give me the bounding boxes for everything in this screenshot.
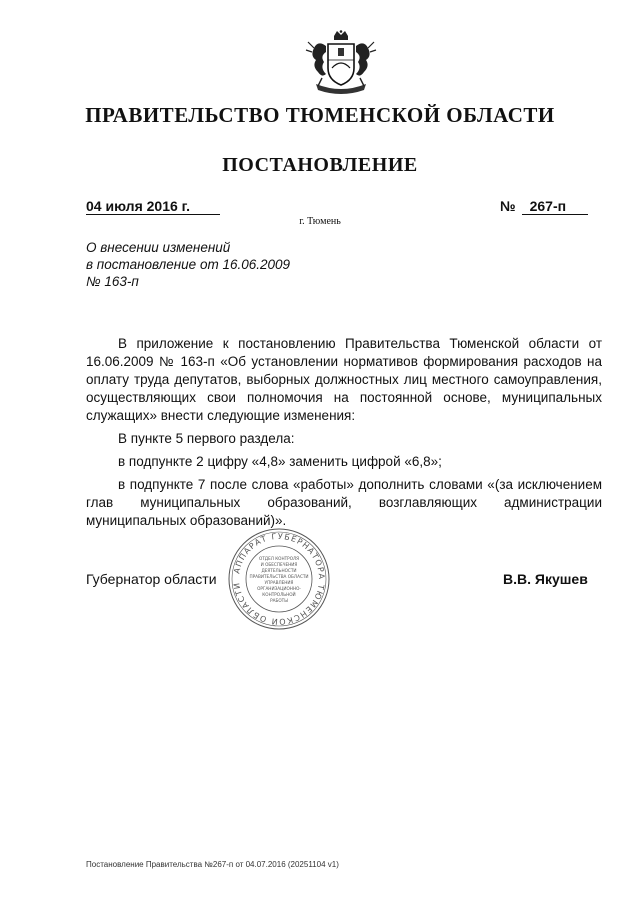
svg-text:КОНТРОЛЬНОЙ: КОНТРОЛЬНОЙ <box>262 592 296 597</box>
government-title: ПРАВИТЕЛЬСТВО ТЮМЕНСКОЙ ОБЛАСТИ <box>85 103 555 127</box>
signer-title: Губернатор области <box>86 571 217 587</box>
svg-text:ОТДЕЛ КОНТРОЛЯ: ОТДЕЛ КОНТРОЛЯ <box>258 556 300 561</box>
svg-text:И ОБЕСПЕЧЕНИЯ: И ОБЕСПЕЧЕНИЯ <box>260 562 298 567</box>
body-paragraph: в подпункте 2 цифру «4,8» заменить цифрой «6,8»; <box>118 454 442 469</box>
svg-text:ПРАВИТЕЛЬСТВА ОБЛАСТИ: ПРАВИТЕЛЬСТВА ОБЛАСТИ <box>249 574 309 579</box>
subject-line: О внесении изменений <box>86 240 231 255</box>
coat-of-arms-icon <box>296 30 386 100</box>
subject-line: в постановление от 16.06.2009 <box>86 257 291 272</box>
number-sign: № <box>500 198 516 214</box>
page-footer: Постановление Правительства №267-п от 04.07.2016 (20251104 v1) <box>86 860 339 869</box>
svg-text:АППАРАТ ГУБЕРНАТОРА ТЮМЕНСКОЙ: АППАРАТ ГУБЕРНАТОРА ТЮМЕНСКОЙ ОБЛАСТИ <box>232 531 327 627</box>
city-name: г. Тюмень <box>299 216 341 227</box>
svg-text:УПРАВЛЕНИЯ: УПРАВЛЕНИЯ <box>264 580 294 585</box>
svg-text:ОРГАНИЗАЦИОННО-: ОРГАНИЗАЦИОННО- <box>257 586 301 591</box>
number-value: 267-п <box>522 198 588 215</box>
body-paragraph: в подпункте 7 после слова «работы» дополнить словами «(за исключением глав муниципальных образований, возглавляющих администрации муниципальных образований)». <box>86 477 602 528</box>
document-body <box>86 335 602 530</box>
subject-line: № 163-п <box>86 274 139 289</box>
document-date: 04 июля 2016 г. <box>86 198 220 215</box>
document-type: ПОСТАНОВЛЕНИЕ <box>222 154 418 176</box>
svg-text:РАБОТЫ: РАБОТЫ <box>270 598 288 603</box>
document-number <box>500 198 588 214</box>
body-paragraph: В пункте 5 первого раздела: <box>118 431 295 446</box>
official-stamp-icon <box>227 527 331 631</box>
signer-name: В.В. Якушев <box>503 571 588 587</box>
body-paragraph: В приложение к постановлению Правительства Тюменской области от 16.06.2009 № 163-п «Об установлении нормативов формирования расходов на оплату труда депутатов, выборных должностных лиц местного самоуправления, осуществляющих свои полномочия на постоянной основе, муниципальных служащих» внести следующие изменения: <box>86 336 602 423</box>
document-subject <box>86 239 386 290</box>
svg-text:ДЕЯТЕЛЬНОСТИ: ДЕЯТЕЛЬНОСТИ <box>261 568 297 573</box>
